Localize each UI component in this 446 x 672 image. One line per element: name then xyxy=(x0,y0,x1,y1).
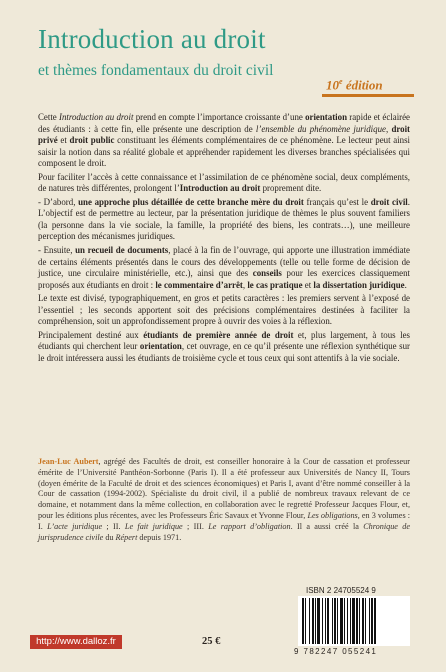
publisher-url-link[interactable]: http://www.dalloz.fr xyxy=(30,635,122,649)
book-title: Introduction au droit xyxy=(38,24,266,54)
text-run: . L’objectif est de permettre au lecteur, par la présentation juridique de thèmes le plus souvent familiers (la personne dans la vie sociale, la famille, la propriété des biens, les contrats…), une meilleure perception des mécanismes juridiques. xyxy=(38,196,410,242)
text-run: Pour faciliter l’accès à cette connaissance et l’assimilation de ce phénomène social, deux compléments, de natures très différentes, prolongent l’ xyxy=(38,171,410,194)
barcode-bar xyxy=(369,598,370,644)
barcode-bar xyxy=(337,598,338,644)
barcode-bar xyxy=(332,598,333,644)
text-run: , agrégé des Facultés de droit, est conseiller honoraire à la Cour de cassation et professeur émérite de l’Université Panthéon-Sorbonne (Paris I). Il a été professeur aux Universités de Nancy II, Tours (doyen émérite de la Faculté de droit et des sciences économiques) et Paris I, avant d’être nommé conseiller à la Cour de cassation (1994-2002). Spécialiste du droit civil, il a publié de nombreux travaux relevant de ce domaine, et notamment dans la même collection, en collaboration avec le regretté Professeur Jacques Flour, et, pour les éditions plus récentes, avec les Professeurs Éric Savaux et Yvonne Flour, xyxy=(38,457,410,520)
text-run: du xyxy=(103,532,116,542)
barcode-bar xyxy=(365,598,366,644)
barcode-bar xyxy=(305,598,306,644)
paragraph-3 xyxy=(38,197,410,243)
paragraph-2 xyxy=(38,172,410,195)
text-run: Le fait juridique xyxy=(124,521,183,531)
barcode-bar xyxy=(371,598,373,644)
text-run: un recueil de documents xyxy=(75,245,169,256)
text-run: - Ensuite, xyxy=(38,245,76,256)
text-run: rapide et éclairée des étudiants : à cette fin, elle présente une description de xyxy=(38,112,410,134)
barcode-bar xyxy=(352,598,355,644)
text-run: l’ensemble du phénomène juridique xyxy=(255,123,386,134)
barcode-bar xyxy=(340,598,343,644)
barcode-image xyxy=(298,596,410,646)
barcode-bar xyxy=(350,598,351,644)
edition-word: édition xyxy=(342,77,383,93)
author-biography xyxy=(38,457,410,543)
paragraph-1 xyxy=(38,112,410,170)
paragraph-5: Le texte est divisé, typographiquement, en gros et petits caractères : les premiers servent à l’exposé de l’essentiel ; les seconds apportent soit des précisions complémentaires destinées à faciliter la compréhension, soit un approfondissement propre à ouvrir des voies à la réflexion. xyxy=(38,293,410,327)
text-run: Principalement destiné aux xyxy=(38,329,144,340)
text-run: ; II. xyxy=(102,521,125,531)
text-run: , en 3 volumes : I. xyxy=(38,510,410,531)
barcode-bars xyxy=(298,596,410,646)
text-run: droit privé xyxy=(38,123,411,146)
text-run: , xyxy=(385,123,392,134)
edition-number: 10 xyxy=(326,77,339,93)
text-run: le cas pratique xyxy=(247,279,303,290)
barcode-bar xyxy=(359,598,360,644)
author-name: Jean-Luc Aubert xyxy=(38,457,99,466)
barcode-bar xyxy=(317,598,320,644)
text-run: une approche plus détaillée de cette branche mère du droit xyxy=(78,196,304,207)
text-run: conseils xyxy=(252,268,282,279)
barcode-bar xyxy=(312,598,314,644)
edition-underline xyxy=(322,94,414,97)
text-run: Répert xyxy=(115,532,138,542)
barcode-bar xyxy=(374,598,376,644)
description-text xyxy=(38,112,410,366)
edition-label xyxy=(326,77,383,93)
text-run: Les obligations xyxy=(307,510,358,520)
book-subtitle: et thèmes fondamentaux du droit civil xyxy=(38,62,274,79)
text-run: , xyxy=(242,279,248,290)
barcode-bar xyxy=(322,598,323,644)
text-run: la dissertation juridique xyxy=(313,279,405,290)
barcode-bar xyxy=(356,598,358,644)
text-run: constituant les éléments complémentaires de ce phénomène. Le lecteur peut ainsi saisir la notion dans sa réalité globale et appréhender rapidement les diverses branches spécialisées qui composent le droit. xyxy=(38,135,410,169)
text-run: et, plus largement, à tous les étudiants qui cherchent leur xyxy=(38,329,410,352)
text-run: et xyxy=(302,279,314,290)
text-run: Introduction au droit xyxy=(179,183,261,194)
text-run: L’acte juridique xyxy=(47,521,103,531)
text-run: étudiants de première année de droit xyxy=(143,329,294,340)
barcode-bar xyxy=(347,598,348,644)
text-run: orientation xyxy=(139,341,182,352)
barcode-bar xyxy=(302,598,304,644)
text-run: Cette xyxy=(38,112,60,122)
text-run: depuis 1971. xyxy=(137,532,182,542)
paragraph-6 xyxy=(38,330,410,365)
text-run: proprement dite. xyxy=(260,183,322,194)
barcode-digits: 9 782247 055241 xyxy=(294,647,378,656)
text-run: Chronique de jurisprudence civile xyxy=(38,521,411,542)
text-run: ; III. xyxy=(182,521,209,531)
text-run: droit public xyxy=(69,135,115,146)
isbn-label: ISBN 2 24705524 9 xyxy=(306,586,376,595)
text-run: et xyxy=(57,135,70,146)
text-run: français qu’est le xyxy=(303,196,371,207)
barcode-bar xyxy=(362,598,364,644)
barcode-bar xyxy=(327,598,329,644)
barcode-bar xyxy=(344,598,345,644)
barcode-bar xyxy=(309,598,310,644)
price-label: 25 € xyxy=(202,636,221,647)
text-run: Introduction au droit xyxy=(59,112,134,122)
edition-suffix: e xyxy=(339,77,343,86)
barcode-bar xyxy=(334,598,336,644)
paragraph-4 xyxy=(38,245,410,291)
text-run: , cet ouvrage, en ce qu’il présente une réflexion synthétique sur le droit intéressera aussi les étudiants de troisième cycle et tous ceux qui sont attentifs à la vie sociale. xyxy=(38,341,411,363)
text-run: le commentaire d’arrêt xyxy=(155,279,243,290)
text-run: - D’abord, xyxy=(38,196,79,207)
text-run: orientation xyxy=(305,112,347,122)
barcode-bar xyxy=(325,598,326,644)
barcode-bar xyxy=(315,598,316,644)
text-run: droit civil xyxy=(370,196,408,207)
text-run: . xyxy=(404,279,407,290)
text-run: pour les exercices classiquement proposés aux étudiants en droit : xyxy=(38,268,410,290)
text-run: , placé à la fin de l’ouvrage, qui apporte une illustration immédiate de certains éléments présentés dans le cours des développements (telle ou telle forme de décision de justice, une circulaire ministérielle, etc.), ainsi que des xyxy=(38,245,410,279)
text-run: prend en compte l’importance croissante d’une xyxy=(133,112,306,122)
text-run: . Il a aussi créé la xyxy=(290,521,364,531)
text-run: Le rapport d’obligation xyxy=(208,521,291,531)
